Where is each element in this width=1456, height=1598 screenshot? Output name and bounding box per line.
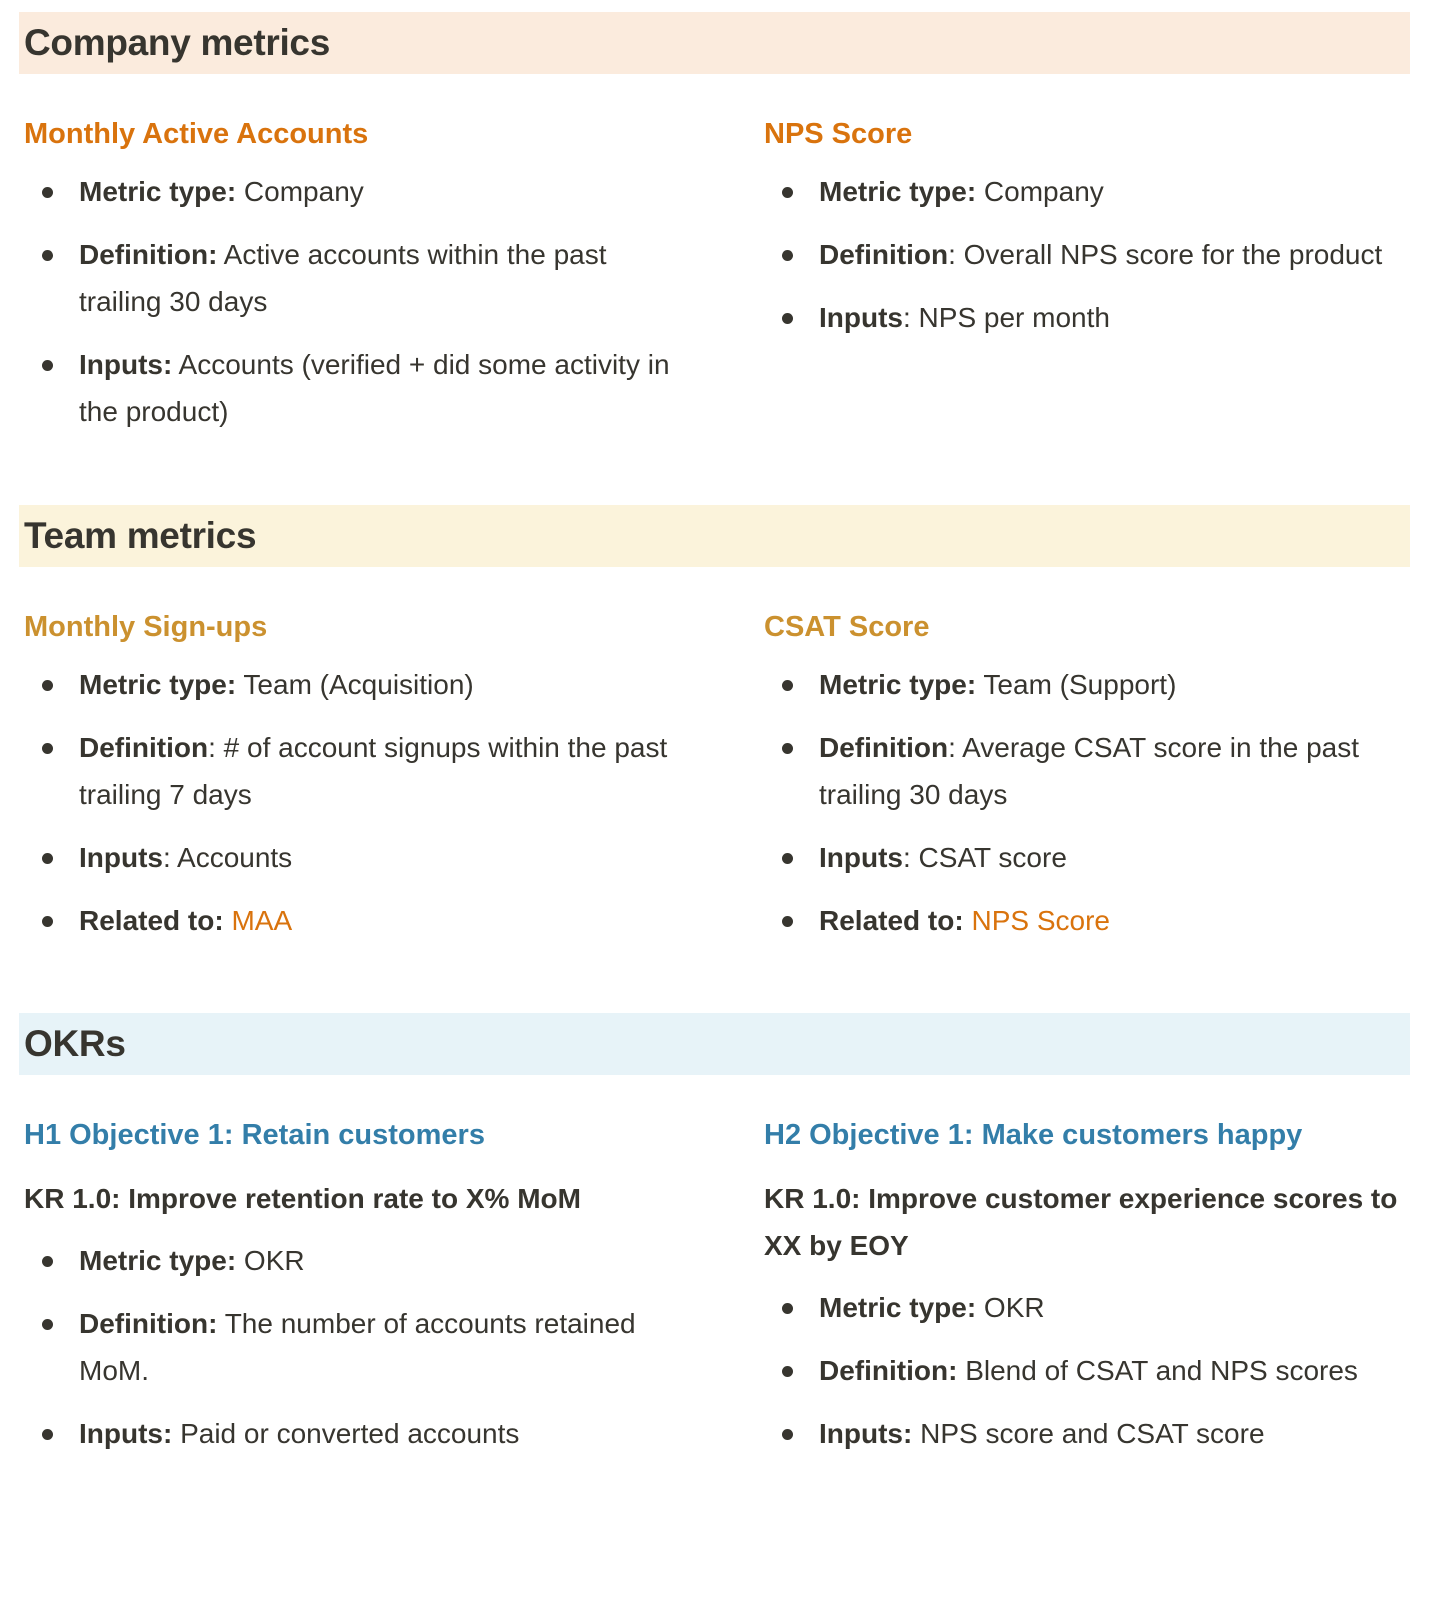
bullet-icon [782,1429,793,1440]
team-metrics-title: Team metrics [24,515,257,556]
list-item: Metric type: OKR [764,1284,1414,1331]
bullet-icon [782,313,793,324]
monthly-signups-list [24,661,674,944]
team-metrics-banner [19,505,1410,567]
bullet-icon [42,250,53,261]
monthly-signups-block [24,609,674,944]
bullet-icon [782,1303,793,1314]
list-item: Inputs: NPS per month [764,294,1414,341]
bullet-icon [42,1429,53,1440]
list-item: Inputs: CSAT score [764,834,1414,881]
monthly-active-accounts-heading: Monthly Active Accounts [24,118,369,150]
list-item: Related to: MAA [24,897,674,944]
nps-score-list [764,168,1414,341]
bullet-icon [782,250,793,261]
list-item: Inputs: Accounts [24,834,674,881]
csat-score-block [764,609,1414,944]
nps-score-link[interactable]: NPS Score [971,905,1110,936]
list-item: Definition: # of account signups within the past trailing 7 days [24,724,674,818]
okrs-title: OKRs [24,1023,126,1064]
list-item: Metric type: Company [764,168,1414,215]
bullet-icon [42,680,53,691]
nps-score-block [764,116,1414,341]
list-item: Definition: Overall NPS score for the product [764,231,1414,278]
bullet-icon [42,916,53,927]
monthly-signups-heading: Monthly Sign-ups [24,611,268,643]
h1-key-result: KR 1.0: Improve retention rate to X% MoM [24,1183,581,1214]
h1-objective-heading: H1 Objective 1: Retain customers [24,1119,485,1151]
h2-objective-list [764,1284,1414,1457]
list-item: Metric type: Company [24,168,674,215]
nps-score-heading: NPS Score [764,118,913,150]
bullet-icon [42,743,53,754]
h1-objective-list [24,1237,674,1457]
list-item: Inputs: NPS score and CSAT score [764,1410,1414,1457]
monthly-active-accounts-list [24,168,674,435]
bullet-icon [782,916,793,927]
bullet-icon [42,853,53,864]
h2-objective-heading: H2 Objective 1: Make customers happy [764,1119,1303,1151]
list-item: Metric type: OKR [24,1237,674,1284]
csat-score-list [764,661,1414,944]
list-item: Definition: Blend of CSAT and NPS scores [764,1347,1414,1394]
bullet-icon [782,853,793,864]
company-metrics-title: Company metrics [24,22,330,63]
list-item: Metric type: Team (Support) [764,661,1414,708]
bullet-icon [782,187,793,198]
bullet-icon [782,743,793,754]
bullet-icon [42,360,53,371]
list-item: Related to: NPS Score [764,897,1414,944]
list-item: Inputs: Paid or converted accounts [24,1410,674,1457]
bullet-icon [42,1319,53,1330]
h2-key-result: KR 1.0: Improve customer experience scores to XX by EOY [764,1183,1398,1261]
list-item: Definition: The number of accounts retained MoM. [24,1300,674,1394]
company-metrics-banner [19,12,1410,74]
okrs-banner [19,1013,1410,1075]
bullet-icon [42,1256,53,1267]
h1-objective-block [24,1117,674,1457]
h2-objective-block [764,1117,1414,1457]
list-item: Definition: Active accounts within the past trailing 30 days [24,231,674,325]
maa-link[interactable]: MAA [231,905,293,936]
csat-score-heading: CSAT Score [764,611,930,643]
bullet-icon [782,1366,793,1377]
bullet-icon [782,680,793,691]
list-item: Inputs: Accounts (verified + did some activity in the product) [24,341,674,435]
list-item: Metric type: Team (Acquisition) [24,661,674,708]
list-item: Definition: Average CSAT score in the past trailing 30 days [764,724,1414,818]
monthly-active-accounts-block [24,116,674,435]
bullet-icon [42,187,53,198]
